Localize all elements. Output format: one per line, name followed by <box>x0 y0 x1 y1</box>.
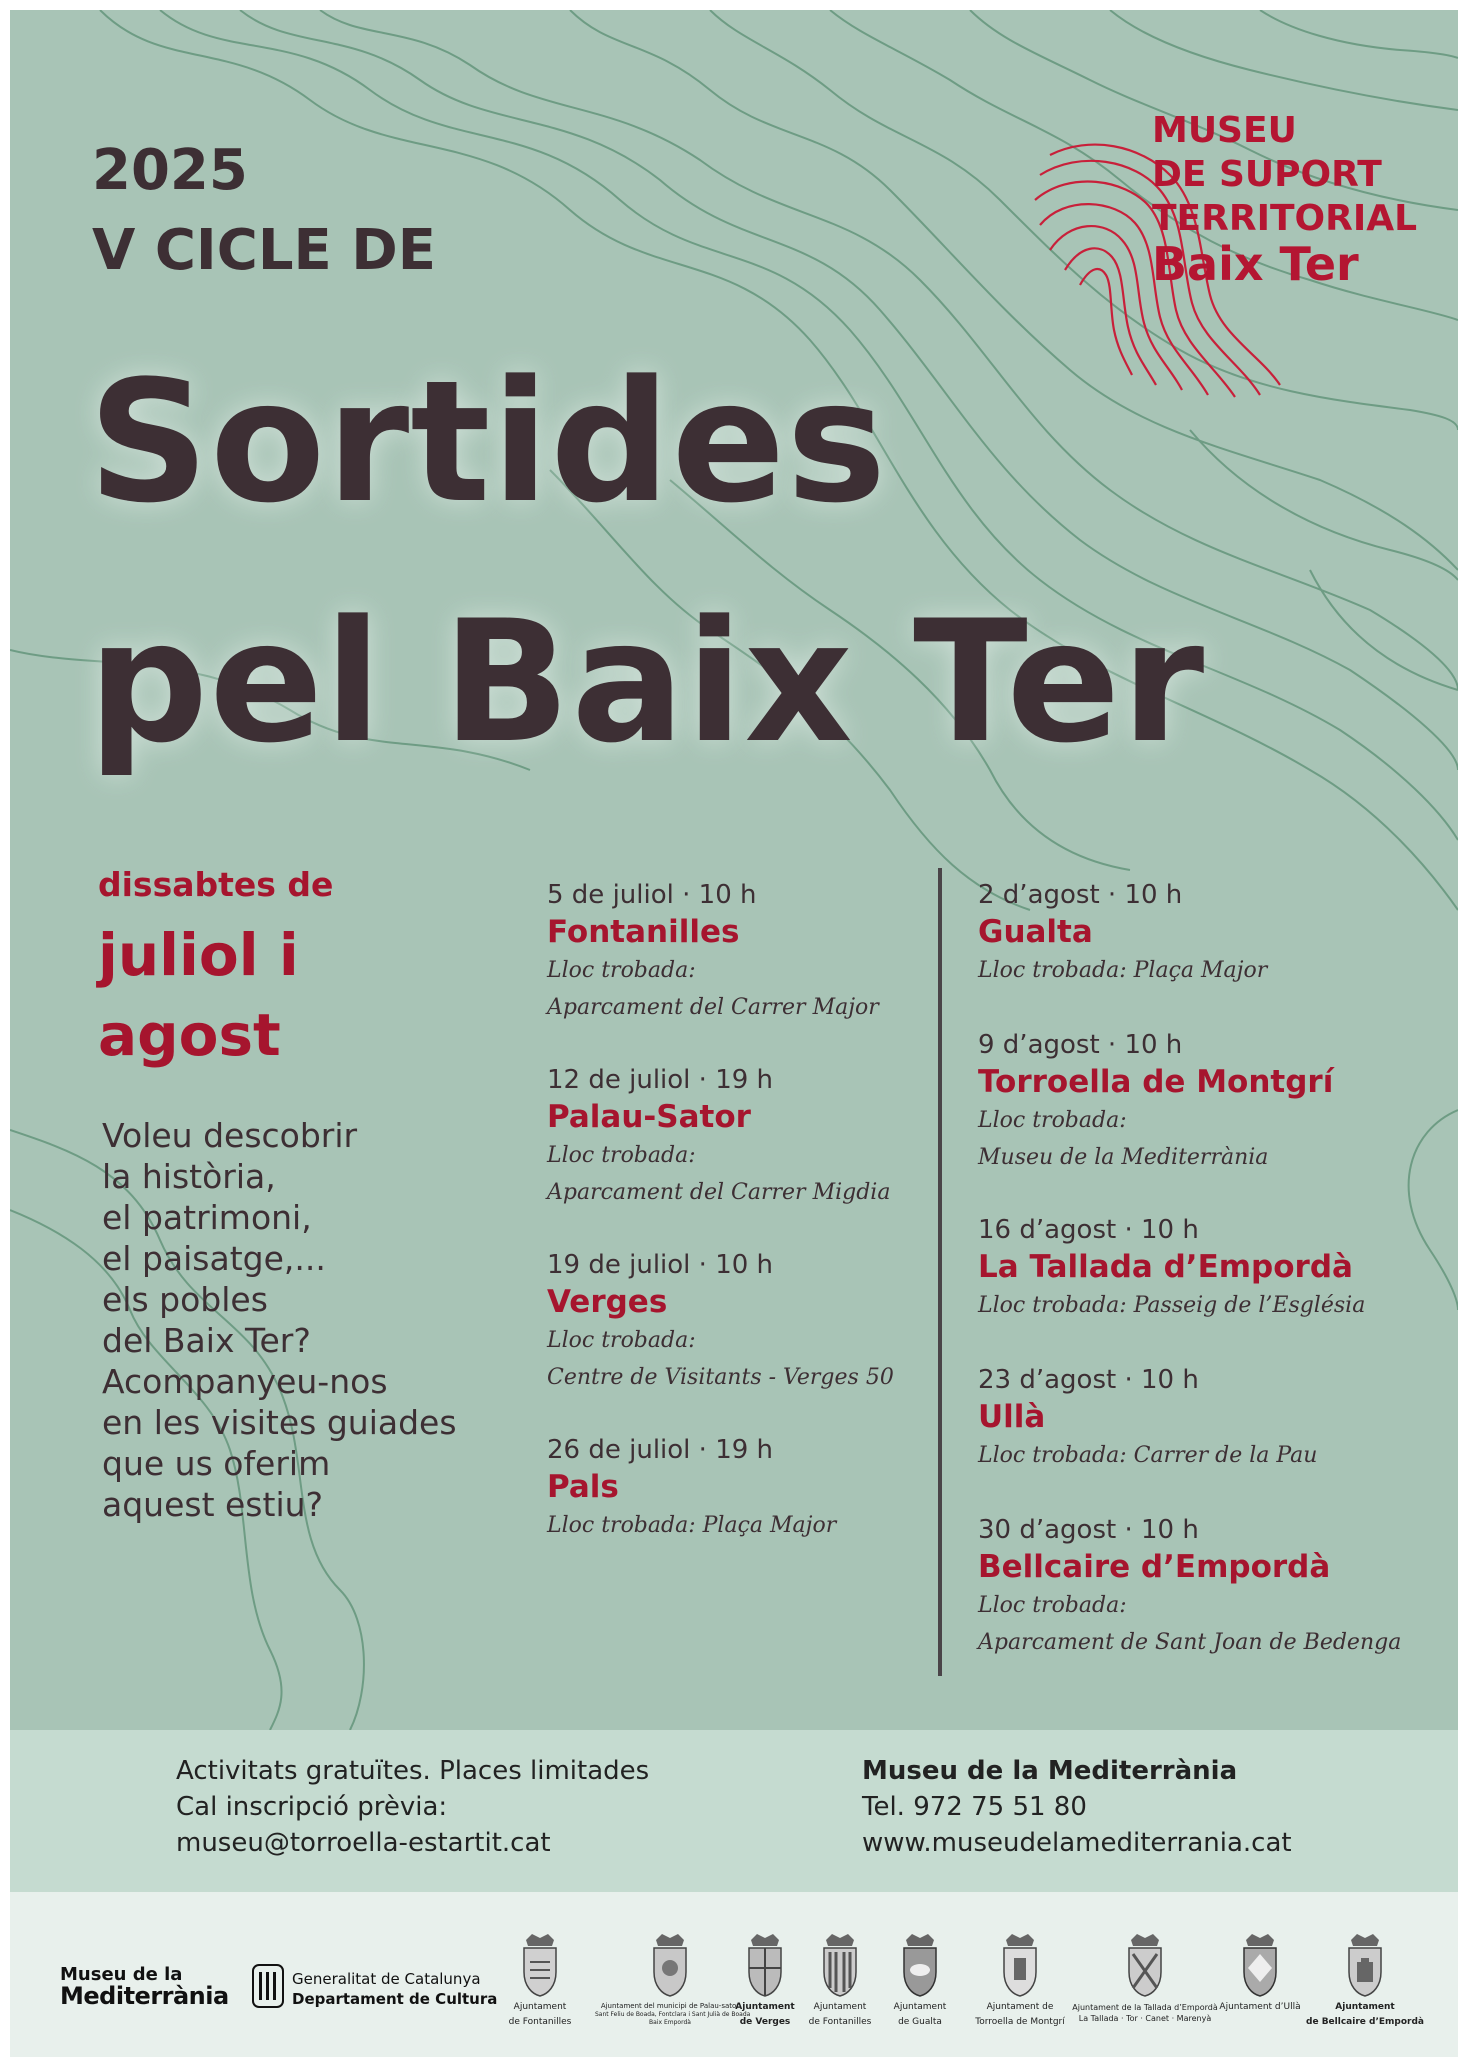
crest-ulla <box>1205 1932 1315 2013</box>
generalitat-department: Departament de Cultura <box>292 1990 498 2008</box>
intro-line: el paisatge,... <box>102 1239 326 1278</box>
museu-mediterrania-logo <box>60 1966 229 2008</box>
municipal-crest-icon <box>998 1932 1042 1998</box>
event-meeting-point: Lloc trobada: Plaça Major <box>547 1513 837 1538</box>
crest-label: Ajuntament <box>735 2002 795 2012</box>
event-item <box>978 1213 1365 1324</box>
event-place: Gualta <box>978 914 1093 950</box>
event-meeting-point: Lloc trobada: Plaça Major <box>978 958 1268 983</box>
crest-label: Ajuntament <box>1335 2002 1395 2012</box>
museu-logo-line2: Mediterrània <box>60 1982 229 2010</box>
info-email-link[interactable]: museu@torroella-estartit.cat <box>176 1828 551 1858</box>
intro-paragraph <box>102 1115 522 1525</box>
poster-title-line2: pel Baix Ter <box>88 584 1206 780</box>
event-item <box>547 878 879 1026</box>
event-meeting-point-detail: Centre de Visitants - Verges 50 <box>547 1365 894 1390</box>
municipal-crest-icon <box>1343 1932 1387 1998</box>
months-line1: juliol i <box>98 921 299 989</box>
poster <box>10 10 1458 2057</box>
event-meeting-point: Lloc trobada: <box>547 1328 696 1353</box>
event-meeting-point: Lloc trobada: <box>978 1108 1127 1133</box>
event-place: Pals <box>547 1469 619 1505</box>
crest-label: de Fontanilles <box>508 2017 572 2027</box>
municipal-crest-icon <box>1238 1932 1282 1998</box>
info-band <box>10 1730 1458 1892</box>
crest-label: Ajuntament del municipi de Palau-sator <box>600 2002 740 2010</box>
poster-main-area <box>10 10 1458 1730</box>
event-date: 30 d’agost · 10 h <box>978 1515 1199 1545</box>
intro-line: aquest estiu? <box>102 1485 324 1524</box>
event-date: 16 d’agost · 10 h <box>978 1215 1199 1245</box>
crest-label: Sant Feliu de Boada, Fontclara i Sant Julià de Boada <box>595 2011 751 2018</box>
crest-fontanilles <box>485 1932 595 2028</box>
event-meeting-point-detail: Aparcament del Carrer Migdia <box>547 1180 891 1205</box>
municipal-crest-icon <box>818 1932 862 1998</box>
event-date: 5 de juliol · 10 h <box>547 880 757 910</box>
event-place: Verges <box>547 1284 668 1320</box>
municipal-crest-icon <box>1123 1932 1167 1998</box>
crest-label: Ajuntament d’Ullà <box>1219 2002 1301 2012</box>
event-meeting-point: Lloc trobada: <box>978 1593 1127 1618</box>
museum-logo-line4: Baix Ter <box>1152 237 1359 291</box>
crest-label: Ajuntament <box>813 2002 867 2012</box>
info-phone: Tel. 972 75 51 80 <box>862 1792 1087 1822</box>
crest-label: Ajuntament <box>893 2002 947 2012</box>
event-item <box>547 1433 836 1544</box>
poster-title-line1: Sortides <box>88 344 888 540</box>
sponsor-logo-band <box>10 1892 1458 2057</box>
event-place: La Tallada d’Empordà <box>978 1249 1353 1285</box>
event-meeting-point: Lloc trobada: Passeig de l’Església <box>978 1293 1366 1318</box>
crest-label: de Fontanilles <box>808 2017 872 2027</box>
intro-line: Voleu descobrir <box>102 1116 358 1155</box>
museum-logo-line2: DE SUPORT <box>1152 154 1382 195</box>
crest-label: Ajuntament de <box>986 2002 1054 2012</box>
event-date: 2 d’agost · 10 h <box>978 880 1183 910</box>
days-label: dissabtes de <box>98 865 334 904</box>
event-item <box>978 1363 1317 1474</box>
generalitat-emblem-icon <box>252 1964 284 2008</box>
intro-line: del Baix Ter? <box>102 1321 311 1360</box>
crest-label: La Tallada · Tor · Canet · Marenyà <box>1078 2014 1212 2023</box>
crest-bellcaire <box>1300 1932 1430 2028</box>
event-date: 23 d’agost · 10 h <box>978 1365 1199 1395</box>
crest-label: Torroella de Montgrí <box>975 2017 1065 2027</box>
intro-line: que us oferim <box>102 1444 331 1483</box>
intro-line: els pobles <box>102 1280 268 1319</box>
municipal-crest-icon <box>743 1932 787 1998</box>
municipal-crest-icon <box>898 1932 942 1998</box>
intro-line: la història, <box>102 1157 276 1196</box>
event-date: 12 de juliol · 19 h <box>547 1065 774 1095</box>
event-meeting-point: Lloc trobada: <box>547 1143 696 1168</box>
crest-label: de Gualta <box>898 2017 942 2027</box>
info-website-link[interactable]: www.museudelamediterrania.cat <box>862 1828 1292 1858</box>
event-place: Torroella de Montgrí <box>978 1064 1334 1100</box>
cycle-label: V CICLE DE <box>92 218 437 283</box>
info-museum-name: Museu de la Mediterrània <box>862 1756 1238 1786</box>
event-date: 19 de juliol · 10 h <box>547 1250 774 1280</box>
column-divider <box>938 868 942 1676</box>
info-free-activities: Activitats gratuïtes. Places limitades <box>176 1756 650 1786</box>
intro-line: Acompanyeu-nos <box>102 1362 388 1401</box>
event-meeting-point-detail: Aparcament de Sant Joan de Bedenga <box>978 1630 1402 1655</box>
museu-logo-line1: Museu de la <box>60 1964 183 1985</box>
crest-label: de Bellcaire d’Empordà <box>1306 2017 1424 2027</box>
museum-territorial-logo <box>1010 105 1418 405</box>
museum-logo-line1: MUSEU <box>1152 110 1297 151</box>
museum-logo-line3: TERRITORIAL <box>1152 198 1418 239</box>
event-item <box>978 1028 1333 1176</box>
months-label <box>98 915 418 1075</box>
generalitat-name: Generalitat de Catalunya <box>292 1970 481 1988</box>
municipal-crest-icon <box>518 1932 562 1998</box>
generalitat-logo <box>252 1964 498 2012</box>
event-place: Fontanilles <box>547 914 740 950</box>
event-item <box>547 1248 894 1396</box>
year-label: 2025 <box>92 138 248 203</box>
event-item <box>978 1513 1401 1661</box>
crest-label: Ajuntament de la Tallada d’Empordà <box>1072 2003 1218 2012</box>
event-date: 9 d’agost · 10 h <box>978 1030 1183 1060</box>
municipal-crest-icon <box>648 1932 692 1998</box>
event-meeting-point-detail: Museu de la Mediterrània <box>978 1145 1269 1170</box>
event-item <box>978 878 1267 989</box>
event-place: Bellcaire d’Empordà <box>978 1549 1331 1585</box>
intro-line: en les visites guiades <box>102 1403 457 1442</box>
event-place: Palau-Sator <box>547 1099 751 1135</box>
crest-label: Ajuntament <box>513 2002 567 2012</box>
event-place: Ullà <box>978 1399 1046 1435</box>
event-meeting-point-detail: Aparcament del Carrer Major <box>547 995 879 1020</box>
event-meeting-point: Lloc trobada: <box>547 958 696 983</box>
event-item <box>547 1063 890 1211</box>
info-registration: Cal inscripció prèvia: <box>176 1792 448 1822</box>
crest-torroella <box>950 1932 1090 2028</box>
intro-line: el patrimoni, <box>102 1198 312 1237</box>
event-date: 26 de juliol · 19 h <box>547 1435 774 1465</box>
crest-label: de Verges <box>739 2017 791 2027</box>
crest-label: Baix Empordà <box>649 2019 691 2026</box>
months-line2: agost <box>98 1001 281 1069</box>
crest-la-tallada <box>1070 1932 1220 2024</box>
event-meeting-point: Lloc trobada: Carrer de la Pau <box>978 1443 1318 1468</box>
